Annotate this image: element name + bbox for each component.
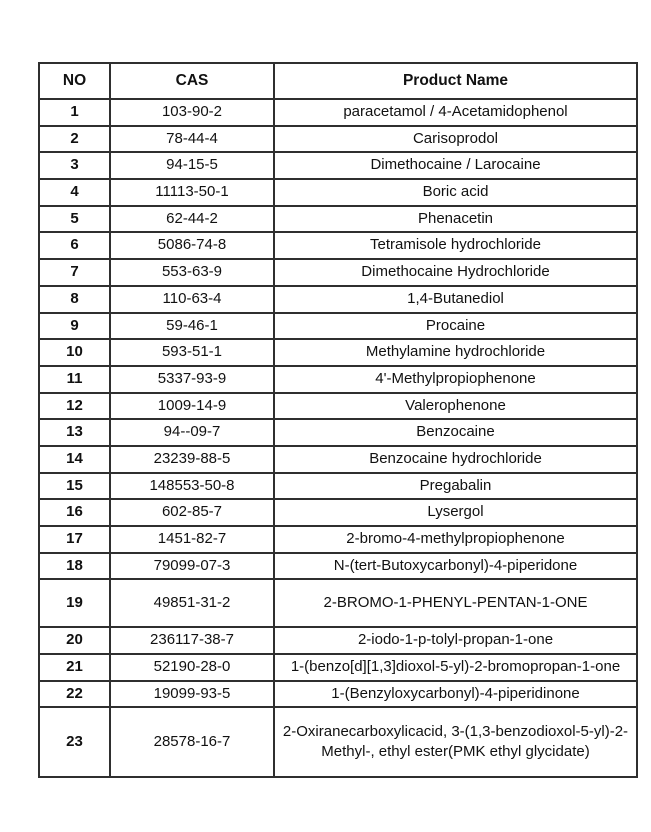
cell-product-name: Benzocaine hydrochloride [274, 446, 637, 473]
cell-cas: 62-44-2 [110, 206, 274, 233]
table-row [39, 499, 637, 526]
cell-product-name: 2-BROMO-1-PHENYL-PENTAN-1-ONE [274, 579, 637, 627]
cell-cas: 148553-50-8 [110, 473, 274, 500]
product-table [38, 62, 638, 778]
cell-product-name: 4'-Methylpropiophenone [274, 366, 637, 393]
table-row [39, 473, 637, 500]
cell-cas: 5337-93-9 [110, 366, 274, 393]
cell-cas: 78-44-4 [110, 126, 274, 153]
table-row [39, 393, 637, 420]
cell-no: 5 [39, 206, 110, 233]
table-row [39, 259, 637, 286]
cell-no: 18 [39, 553, 110, 580]
cell-no: 15 [39, 473, 110, 500]
cell-no: 6 [39, 232, 110, 259]
table-row [39, 179, 637, 206]
cell-product-name: Lysergol [274, 499, 637, 526]
cell-no: 11 [39, 366, 110, 393]
cell-cas: 94--09-7 [110, 419, 274, 446]
cell-product-name: 2-bromo-4-methylpropiophenone [274, 526, 637, 553]
cell-no: 17 [39, 526, 110, 553]
table-row [39, 654, 637, 681]
cell-cas: 49851-31-2 [110, 579, 274, 627]
cell-no: 7 [39, 259, 110, 286]
cell-no: 12 [39, 393, 110, 420]
cell-cas: 1009-14-9 [110, 393, 274, 420]
cell-product-name: Carisoprodol [274, 126, 637, 153]
cell-no: 10 [39, 339, 110, 366]
table-row [39, 681, 637, 708]
cell-product-name: 1,4-Butanediol [274, 286, 637, 313]
cell-no: 16 [39, 499, 110, 526]
cell-product-name: Phenacetin [274, 206, 637, 233]
cell-product-name: Pregabalin [274, 473, 637, 500]
cell-cas: 59-46-1 [110, 313, 274, 340]
cell-cas: 79099-07-3 [110, 553, 274, 580]
cell-cas: 5086-74-8 [110, 232, 274, 259]
cell-cas: 110-63-4 [110, 286, 274, 313]
cell-no: 20 [39, 627, 110, 654]
table-header [39, 63, 637, 99]
cell-cas: 11113-50-1 [110, 179, 274, 206]
cell-product-name: Boric acid [274, 179, 637, 206]
table-row [39, 553, 637, 580]
cell-cas: 52190-28-0 [110, 654, 274, 681]
cell-product-name: Methylamine hydrochloride [274, 339, 637, 366]
cell-no: 1 [39, 99, 110, 126]
header-no: NO [39, 63, 110, 99]
table-row [39, 206, 637, 233]
cell-cas: 103-90-2 [110, 99, 274, 126]
cell-cas: 553-63-9 [110, 259, 274, 286]
cell-no: 8 [39, 286, 110, 313]
table-row [39, 126, 637, 153]
cell-cas: 19099-93-5 [110, 681, 274, 708]
table-row [39, 286, 637, 313]
table-row [39, 152, 637, 179]
product-table-container [38, 62, 636, 778]
header-product-name: Product Name [274, 63, 637, 99]
table-row [39, 446, 637, 473]
cell-product-name: 2-Oxiranecarboxylicacid, 3-(1,3-benzodioxol-5-yl)-2-Methyl-, ethyl ester(PMK ethyl glycidate) [274, 707, 637, 777]
table-row [39, 419, 637, 446]
cell-cas: 602-85-7 [110, 499, 274, 526]
cell-no: 4 [39, 179, 110, 206]
cell-no: 13 [39, 419, 110, 446]
table-row [39, 627, 637, 654]
table-row [39, 339, 637, 366]
table-row [39, 366, 637, 393]
table-row [39, 313, 637, 340]
cell-cas: 23239-88-5 [110, 446, 274, 473]
cell-no: 14 [39, 446, 110, 473]
cell-product-name: Tetramisole hydrochloride [274, 232, 637, 259]
cell-product-name: N-(tert-Butoxycarbonyl)-4-piperidone [274, 553, 637, 580]
cell-product-name: 2-iodo-1-p-tolyl-propan-1-one [274, 627, 637, 654]
cell-no: 23 [39, 707, 110, 777]
cell-cas: 94-15-5 [110, 152, 274, 179]
cell-product-name: Dimethocaine Hydrochloride [274, 259, 637, 286]
header-cas: CAS [110, 63, 274, 99]
cell-cas: 28578-16-7 [110, 707, 274, 777]
table-row [39, 707, 637, 777]
table-row [39, 579, 637, 627]
cell-product-name: Procaine [274, 313, 637, 340]
cell-product-name: paracetamol / 4-Acetamidophenol [274, 99, 637, 126]
cell-product-name: Valerophenone [274, 393, 637, 420]
table-row [39, 99, 637, 126]
cell-no: 19 [39, 579, 110, 627]
table-row [39, 526, 637, 553]
header-row [39, 63, 637, 99]
cell-cas: 1451-82-7 [110, 526, 274, 553]
cell-no: 2 [39, 126, 110, 153]
cell-cas: 593-51-1 [110, 339, 274, 366]
cell-no: 22 [39, 681, 110, 708]
cell-cas: 236117-38-7 [110, 627, 274, 654]
cell-product-name: Benzocaine [274, 419, 637, 446]
cell-product-name: 1-(Benzyloxycarbonyl)-4-piperidinone [274, 681, 637, 708]
cell-product-name: Dimethocaine / Larocaine [274, 152, 637, 179]
cell-no: 3 [39, 152, 110, 179]
table-row [39, 232, 637, 259]
cell-product-name: 1-(benzo[d][1,3]dioxol-5-yl)-2-bromopropan-1-one [274, 654, 637, 681]
cell-no: 9 [39, 313, 110, 340]
table-body [39, 99, 637, 777]
cell-no: 21 [39, 654, 110, 681]
